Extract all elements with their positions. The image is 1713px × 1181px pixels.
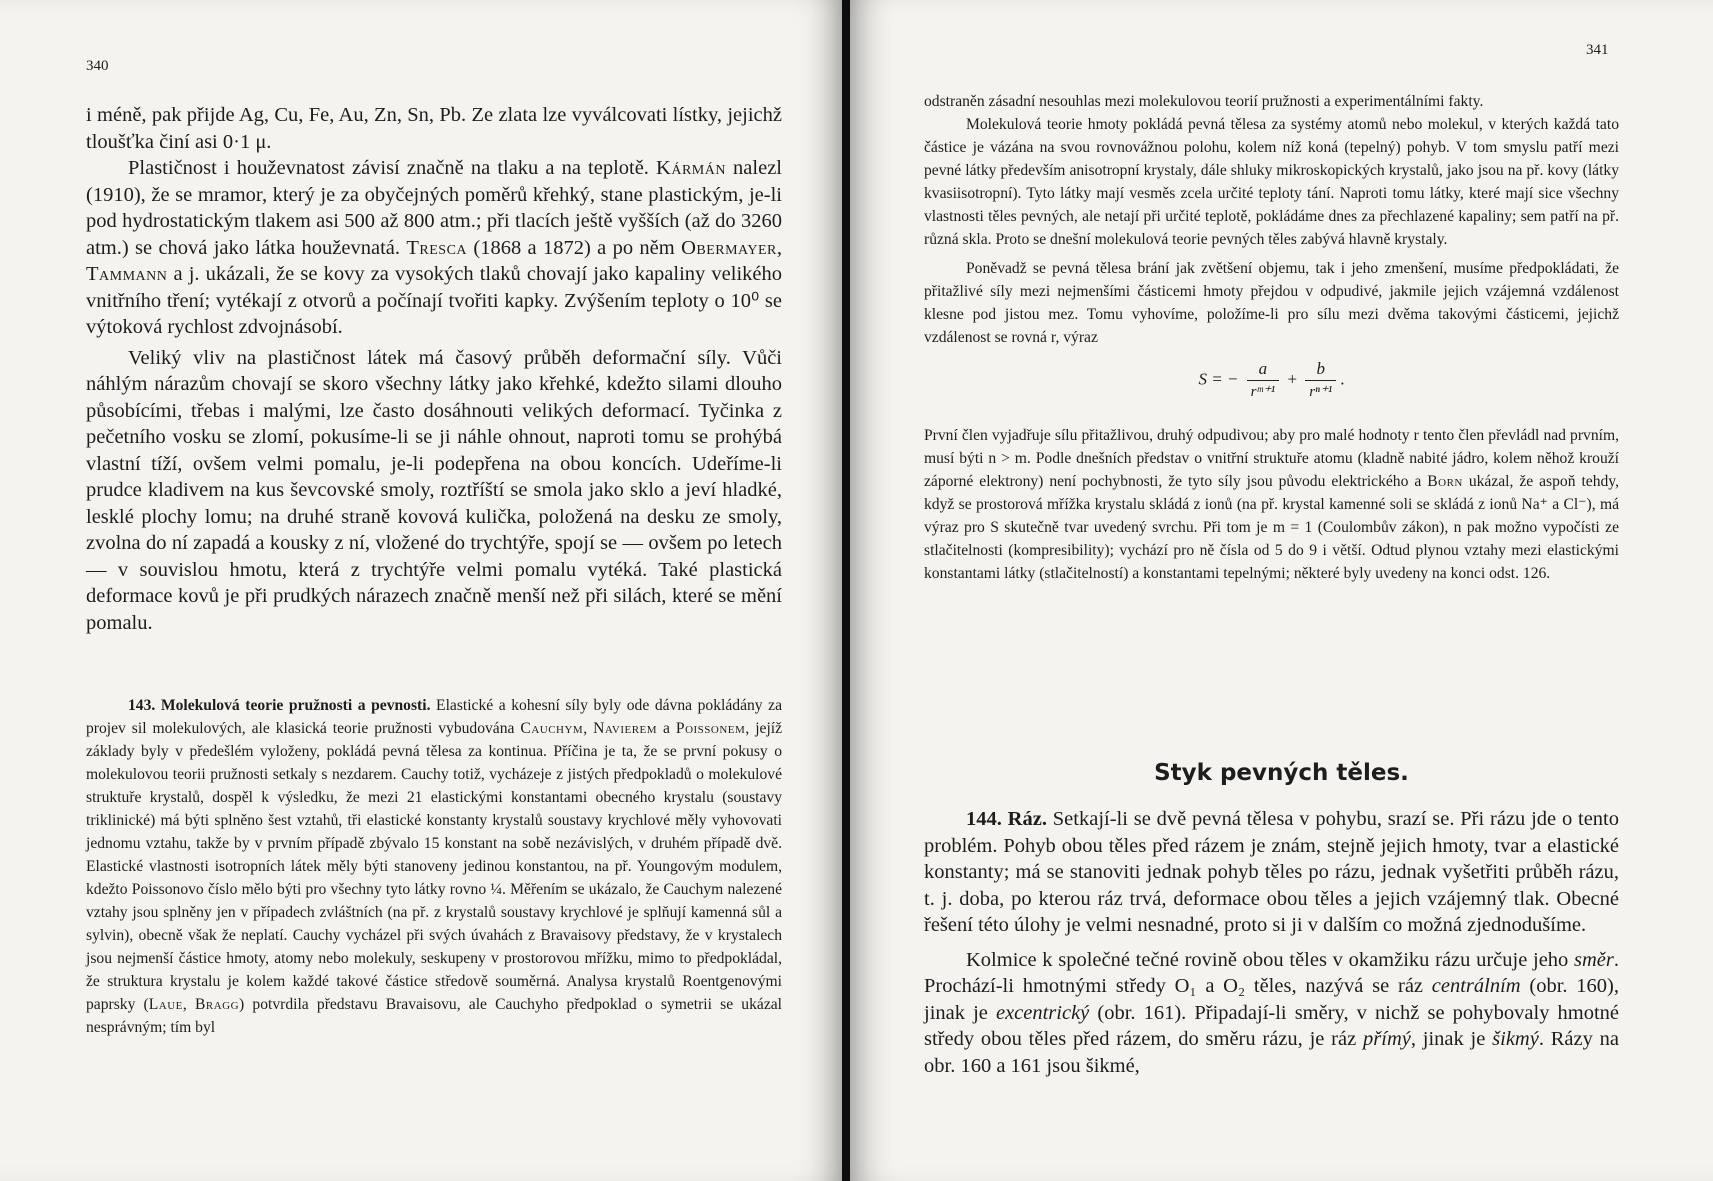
section-title: Styk pevných těles. (1154, 760, 1409, 786)
page-number-right: 341 (1586, 42, 1609, 58)
left-paragraph-1: i méně, pak přijde Ag, Cu, Fe, Au, Zn, Sn, Pb. Ze zlata lze vyválcovati lístky, jejichž tloušťka činí asi 0·1 μ. (86, 104, 782, 153)
right-paragraph-2: Molekulová teorie hmoty pokládá pevná tělesa za systémy atomů nebo molekul, v kterých každá tato částice je vázána na svou rovnovážnou polohu, kolem níž koná (tepelný) pohyb. V tom smyslu patří mezi pevné látky především anisotropní krystaly, dále shluky mikroskopických krystalů, jako jsou na př. kovy (látky kvasiisotropní). Tyto látky mají vesměs zcela určité teploty tání. Naproti tomu látky, které mají sice všechny vlastnosti těles pevných, ale netají při určité teplotě, pokládáme dnes za přechlazené kapaliny; sem patří na př. různá skla. Proto se dnešní molekulová teorie pevných těles zabývá hlavně krystaly. (924, 116, 1619, 248)
formula-plus: + (1287, 369, 1298, 389)
text-run: a j. ukázali, že se kovy za vysokých tlaků chovají jako kapaliny velikého vnitřního tření; vytékají z otvorů a počínají tvořiti kapky. Zvýšením teploty o 10⁰ se výtoková rychlost zdvojnásobí. (86, 263, 782, 338)
denominator: rⁿ⁺¹ (1309, 384, 1333, 400)
text-run: Setkají-li se dvě pevná tělesa v pohybu, srazí se. Při rázu jde o tento problém. Pohyb obou těles před rázem je znám, stejně jejich hmoty, tvar a elastické konstanty; má se stanoviti jednak pohyb těles po rázu, jednak vyšetřiti průběh rázu, t. j. doba, po kterou ráz trvá, deformace obou těles a jejich vzájemný tlak. Obecné řešení této úlohy je velmi nesnadné, proto si ji v dalším co možná zjednodušíme. (924, 808, 1620, 936)
formula-lhs: S = − (1198, 369, 1239, 389)
author-name: Poissonem (675, 720, 746, 737)
italic-term: excentrický (995, 1001, 1090, 1024)
formula-end: . (1340, 369, 1345, 389)
text-run: . Prochází-li hmotnými středy O₁ a O₂ těles, nazývá se ráz (924, 948, 1619, 997)
numerator: a (1247, 357, 1280, 381)
italic-term: šikmý (1492, 1028, 1539, 1050)
left-body-large (86, 102, 782, 636)
italic-term: směr (1574, 948, 1614, 971)
section-heading: 144. Ráz. (966, 808, 1047, 830)
italic-term: centrálním (1431, 975, 1521, 997)
right-paragraph-1: odstraněn zásadní nesouhlas mezi molekulovou teorií pružnosti a experimentálními fakty. (924, 93, 1484, 110)
author-name: Laue (148, 996, 183, 1013)
text-run: (1868 a 1872) a po něm (473, 236, 675, 259)
section-143-text: 143. Molekulová teorie pružnosti a pevnosti. Elastické a kohesní síly byly ode dávna pokládány za projev sil molekulových, ale klasická teorie pružnosti vybudována Cauchym, Navierem a Poissonem, jejíž základy byly v předešlém vyloženy, pokládá pevná tělesa za kontinua. Příčina je ta, že se první pokusy o molekulovou teorii pružnosti setkaly s nezdarem. Cauchy totiž, vycházeje z jistých předpokladů o molekulové struktuře krystalů, dospěl k výsledku, že mezi 21 elastickými konstantami obecného krystalu (soustavy triklinické) má býti splněno šest vztahů, tři elastické konstanty krystalů soustavy krychlové měly vyhovovati jednomu vztahu, takže by v prvním případě zbývalo 15 konstant na sobě nezávislých, v druhém případě dvě. Elastické vlastnosti isotropních látek měly býti stanoveny jedinou konstantou, na př. Youngovým modulem, kdežto Poissonovo číslo mělo býti pro všechny tyto látky rovno ¼. Měřením se ukázalo, že Cauchym nalezené vztahy jsou splněny jen v případech zvláštních (na př. z krystalů soustavy krychlové je splňují kamenná sůl a sylvin), obecně však že neplatí. Cauchy vycházel při svých úvahách z Bravaisovy představy, že v krystalech jsou nejmenší částice hmoty, atomy nebo molekuly, seskupeny v prostorovou mřížku, mimo to předpokládal, že struktura krystalu je kolem každé takové částice středově souměrná. Analysa krystalů Roentgenovými paprsky (Laue, Bragg) potvrdila představu Bravaisovu, ale Cauchyho předpoklad o symetrii se ukázal nesprávným; tím byl (86, 697, 783, 1036)
text-run: (obr. 161). Připadají-li směry, v nichž se pohybovaly hmotné středy obou těles před rázem, do směru rázu, je ráz (924, 1001, 1620, 1050)
section-heading: 143. Molekulová teorie pružnosti a pevnosti. (128, 697, 431, 714)
author-name: Tresca (406, 236, 468, 259)
author-name: Kármán (656, 157, 726, 179)
text-run: Plastičnost i houževnatost závisí značně na tlaku a na teplotě. (128, 157, 649, 179)
right-body-large (924, 806, 1619, 1079)
right-body-small (924, 90, 1619, 585)
author-name: Navierem (593, 720, 658, 737)
text-run: První člen vyjadřuje sílu přitažlivou, druhý odpudivou; aby pro malé hodnoty r tento člen převládl nad prvním, musí býti n > m. Podle dnešních představ o vnitřní struktuře atomu (kladně nabité jádro, kolem něhož krouží záporné elektrony) není pochybnosti, že tyto síly jsou původu elektrického a (924, 427, 1619, 490)
text-run: jejíž základy byly v předešlém vyloženy, pokládá pevná tělesa za kontinua. Příčina je ta, že se první pokusy o molekulovou teorii pružnosti setkaly s nezdarem. Cauchy totiž, vycházeje z jistých předpokladů o molekulové struktuře krystalů, dospěl k výsledku, že mezi 21 elastickými konstantami obecného krystalu (soustavy triklinické) má býti splněno šest vztahů, tři elastické konstanty krystalů soustavy krychlové měly vyhovovati jednomu vztahu, takže by v prvním případě zbývalo 15 konstant na sobě nezávislých, v druhém případě dvě. Elastické vlastnosti isotropních látek měly býti stanoveny jedinou konstantou, na př. Youngovým modulem, kdežto Poissonovo číslo mělo býti pro všechny tyto látky rovno ¼. Měřením se ukázalo, že Cauchym nalezené vztahy jsou splněny jen v případech zvláštních (na př. z krystalů soustavy krychlové je splňují kamenná sůl a sylvin), obecně však že neplatí. Cauchy vycházel při svých úvahách z Bravaisovy představy, že v krystalech jsou nejmenší částice hmoty, atomy nebo molekuly, seskupeny v prostorovou mřížku, mimo to předpokládal, že struktura krystalu je kolem každé takové částice středově souměrná. Analysa krystalů Roentgenovými paprsky ( (86, 720, 783, 1013)
right-paragraph-3: Poněvadž se pevná tělesa brání jak zvětšení objemu, tak i jeho zmenšení, musíme předpokládati, že přitažlivé síly mezi nejmenšími částicemi hmoty přejdou v odpudivé, jakmile jejich vzájemná vzdálenost klesne pod jistou mez. Tomu vyhovíme, položíme-li pro sílu mezi dvěma takovými částicemi, jejichž vzdálenost se rovná r, výraz (924, 260, 1619, 346)
author-name: Born (1427, 473, 1463, 490)
text-run: . Rázy na obr. 160 a 161 jsou šikmé, (924, 1028, 1620, 1077)
text-run: nalezl (1910), že se mramor, který je za obyčejných poměrů křehký, stane plastickým, je-li pod hydrostatickým tlakem asi 500 až 800 atm.; při tlacích ještě vyšších (až do 3260 atm.) se chová jako látka houževnatá. (86, 157, 782, 259)
author-name: Obermayer (681, 236, 777, 259)
author-name: Bragg (194, 996, 240, 1013)
text-run: , jinak je (1410, 1028, 1486, 1050)
section-143 (86, 694, 782, 1039)
numerator: b (1305, 357, 1336, 381)
left-page (0, 0, 842, 1181)
left-paragraph-3: Veliký vliv na plastičnost látek má časový průběh deformační síly. Vůči náhlým nárazům chovají se skoro všechny látky jako křehké, kdežto silami dlouho působícími, třebas i malými, lze často dosáhnouti velikých deformací. Tyčinka z pečetního vosku se zlomí, pokusíme-li se ji náhle ohnout, naproti tomu se prohýbá vlastní tíží, ovšem velmi pomalu, je-li podepřena na obou koncích. Udeříme-li prudce kladivem na kus ševcovské smoly, roztříští se smola jako sklo a jeví hladké, lesklé plochy lomu; na druhé straně kovová kulička, položená na desku ze smoly, zvolna do ní zapadá a kousky z ní, vložené do trychtýře, spojí se — ovšem po letech — v souvislou hmotu, která z trychtýře velmi pomalu vytéká. Také plastická deformace kovů je při prudkých nárazech značně menší než při silách, které se mění pomalu. (86, 346, 782, 634)
right-paragraph-4 (924, 424, 1619, 585)
denominator: rᵐ⁺¹ (1250, 384, 1276, 400)
left-paragraph-2: Plastičnost i houževnatost závisí značně na tlaku a na teplotě. Kármán nalezl (1910), že se mramor, který je za obyčejných poměrů křehký, stane plastickým, je-li pod hydrostatickým tlakem asi 500 až 800 atm.; při tlacích ještě vyšších (až do 3260 atm.) se chová jako látka houževnatá. Tresca (1868 a 1872) a po něm Obermayer, Tammann a j. ukázali, že se kovy za vysokých tlaků chovají jako kapaliny velikého vnitřního tření; vytékají z otvorů a počínají tvořiti kapky. Zvýšením teploty o 10⁰ se výtoková rychlost zdvojnásobí. (86, 157, 783, 338)
author-name: Cauchym (520, 720, 584, 737)
section-144 (924, 806, 1619, 939)
page-number-left: 340 (86, 58, 109, 74)
text-run: Elastické a kohesní síly byly ode dávna pokládány za projev sil molekulových, ale klasická teorie pružnosti vybudována (86, 697, 782, 737)
text-run: Kolmice k společné tečné rovině obou těles v okamžiku rázu určuje jeho (966, 948, 1569, 971)
formula-fraction-1 (1247, 357, 1280, 404)
italic-term: přímý (1363, 1028, 1411, 1050)
right-page (850, 0, 1713, 1181)
right-paragraph-last (924, 947, 1619, 1080)
author-name: Tammann (86, 263, 168, 285)
formula-fraction-2 (1305, 357, 1336, 404)
book-gutter (842, 0, 850, 1181)
text-run: ukázal, že aspoň tehdy, když se prostorová mřížka krystalu skládá z ionů (na př. krystal kamenné soli se skládá z ionů Na⁺ a Cl⁻), má výraz pro S skutečně tvar uvedený svrchu. Při tom je m = 1 (Coulombův zákon), n pak možno vypočísti ze stlačitelnosti (kompresibility); vychází pro ně čísla od 5 do 9 i větší. Odtud plynou vztahy mezi elastickými konstantami látky (stlačitelností) a konstantami tepelnými; některé byly uvedeny na konci odst. 126. (924, 473, 1619, 582)
text-run: ) potvrdila představu Bravaisovu, ale Cauchyho předpoklad o symetrii se ukázal nesprávným; tím byl (86, 996, 782, 1036)
force-formula (924, 357, 1619, 404)
text-run: (obr. 160), jinak je (924, 975, 1619, 1024)
